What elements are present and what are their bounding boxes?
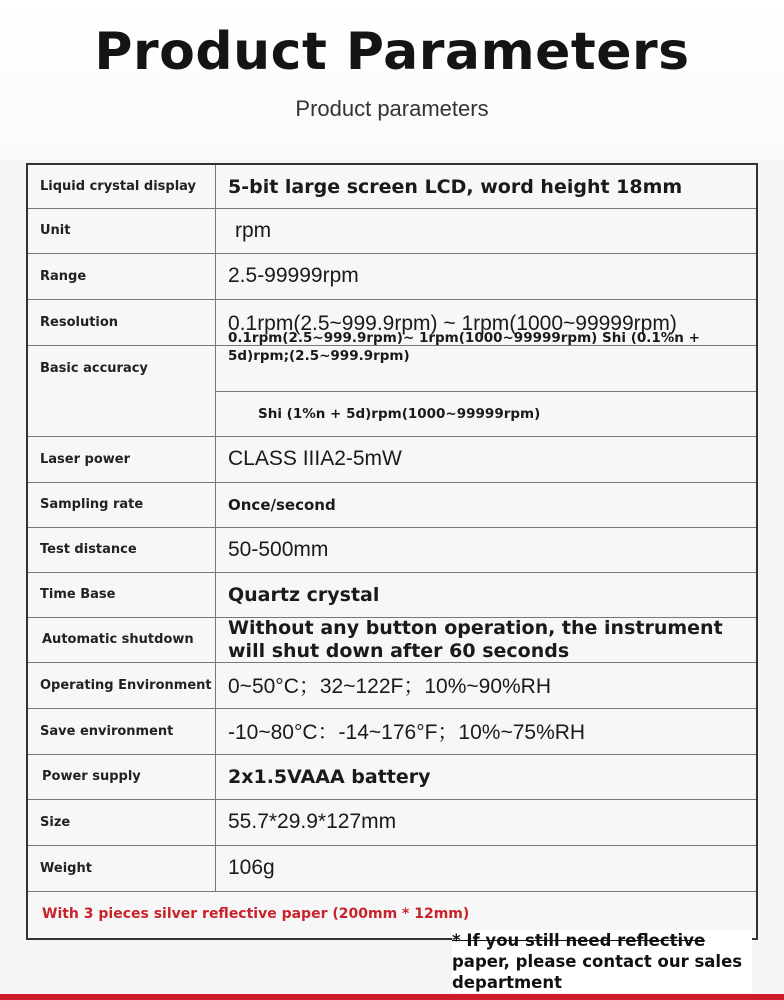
label-save-environment: Save environment (40, 723, 174, 739)
label-size: Size (40, 814, 71, 830)
value-range: 2.5-99999rpm (228, 264, 359, 287)
parameters-table (26, 163, 758, 940)
page-subtitle: Product parameters (295, 96, 489, 121)
contact-note-rest: paper, please contact our sales department (452, 952, 743, 992)
column-divider (215, 165, 216, 891)
label-unit: Unit (40, 223, 71, 238)
value-basic-accuracy-2: Shi (1%n + 5d)rpm(1000~99999rpm) (258, 405, 541, 422)
page-title: Product Parameters (94, 22, 690, 82)
label-automatic-shutdown: Automatic shutdown (42, 632, 194, 647)
label-power-supply: Power supply (42, 769, 141, 784)
value-basic-accuracy: 0.1rpm(2.5~999.9rpm)~ 1rpm(1000~99999rpm) Shi (0.1%n + 5d)rpm;(2.5~999.9rpm) (228, 330, 700, 364)
label-lcd: Liquid crystal display (40, 179, 196, 194)
value-automatic-shutdown: Without any button operation, the instrument will shut down after 60 seconds (228, 617, 723, 662)
value-lcd: 5-bit large screen LCD, word height 18mm (228, 175, 683, 198)
contact-note-struck: * If you still need reflective (452, 931, 706, 950)
label-range: Range (40, 268, 87, 284)
value-time-base: Quartz crystal (228, 583, 380, 606)
label-basic-accuracy: Basic accuracy (40, 360, 148, 376)
label-sampling-rate: Sampling rate (40, 497, 144, 512)
value-test-distance: 50-500mm (228, 537, 329, 561)
contact-note (452, 930, 752, 993)
value-resolution: 0.1rpm(2.5~999.9rpm) ~ 1rpm(1000~99999rpm) (228, 312, 677, 335)
row-divider (28, 891, 756, 892)
value-sampling-rate: Once/second (228, 495, 336, 514)
label-operating-environment: Operating Environment (40, 677, 212, 693)
label-time-base: Time Base (40, 587, 116, 602)
value-save-environment: -10~80°C：-14~176°F；10%~75%RH (228, 721, 586, 744)
value-laser-power: CLASS IIIA2-5mW (228, 447, 402, 470)
value-weight: 106g (228, 856, 275, 879)
reflective-paper-note: With 3 pieces silver reflective paper (200mm * 12mm) (42, 906, 470, 922)
value-unit: rpm (235, 218, 272, 242)
label-weight: Weight (40, 860, 92, 876)
label-test-distance: Test distance (40, 542, 137, 557)
label-laser-power: Laser power (40, 451, 131, 467)
value-operating-environment: 0~50°C；32~122F；10%~90%RH (228, 675, 552, 698)
bottom-accent-bar (0, 994, 784, 1000)
label-resolution: Resolution (40, 314, 119, 330)
value-size: 55.7*29.9*127mm (228, 810, 397, 833)
value-power-supply: 2x1.5VAAA battery (228, 765, 431, 788)
